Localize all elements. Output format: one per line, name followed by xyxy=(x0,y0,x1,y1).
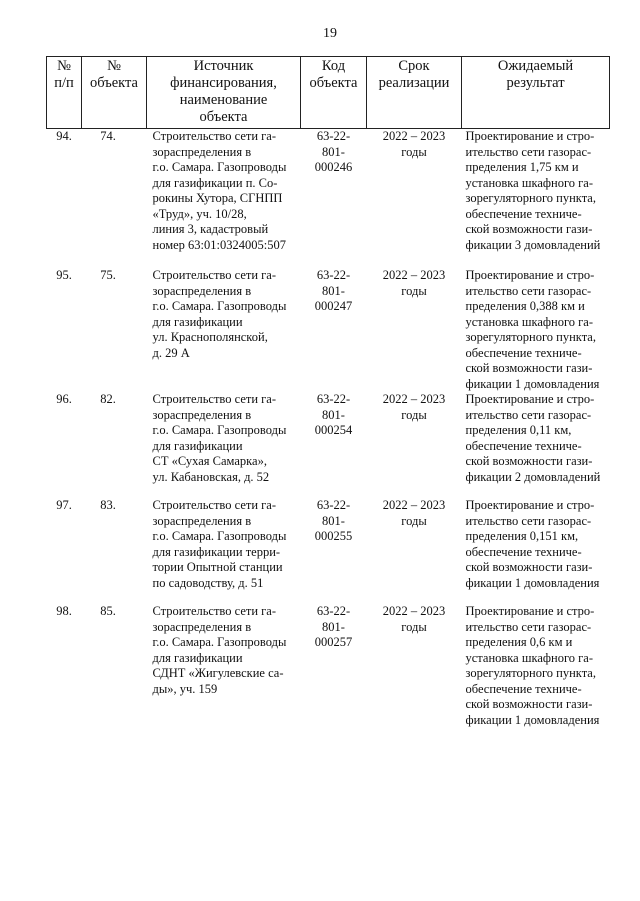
row-number: 97. xyxy=(56,498,72,512)
expected-result: Проектирование и стро- ительство сети газорас- пределения 0,11 км, обеспечение техниче- ской возможности гази- фикации 2 домовладений xyxy=(465,392,601,484)
header-term: Срок реализации xyxy=(367,57,462,129)
object-number: 83. xyxy=(100,498,116,512)
expected-result: Проектирование и стро- ительство сети газорас- пределения 1,75 км и установка шкафного га- зорегуляторного пункта, обеспечение техниче- ской возможности гази- фикации 3 домовладений xyxy=(465,129,601,252)
object-source: Строительство сети га- зораспределения в г.о. Самара. Газопроводы для газификации СДНТ «Жигулевские са- ды», уч. 159 xyxy=(152,604,287,696)
row-number: 94. xyxy=(56,129,72,143)
expected-result: Проектирование и стро- ительство сети газорас- пределения 0,151 км, обеспечение техниче- ской возможности гази- фикации 1 домовладения xyxy=(465,498,600,590)
header-object-number: № объекта xyxy=(82,57,147,129)
table-row xyxy=(47,268,610,392)
object-code: 63-22- 801- 000254 xyxy=(314,392,353,437)
object-number: 75. xyxy=(100,268,116,282)
object-number: 82. xyxy=(100,392,116,406)
table-row xyxy=(47,604,610,734)
expected-result: Проектирование и стро- ительство сети газорас- пределения 0,6 км и установка шкафного га- зорегуляторного пункта, обеспечение техниче- ской возможности гази- фикации 1 домовладения xyxy=(465,604,600,727)
object-source: Строительство сети га- зораспределения в г.о. Самара. Газопроводы для газификации п. Со- рокины Хутора, СГНПП «Труд», уч. 10/28, линия 3, кадастровый номер 63:01:0324005:507 xyxy=(152,129,287,252)
implementation-term: 2022 – 2023 годы xyxy=(382,498,446,528)
table-header-row xyxy=(47,57,610,129)
header-source: Источник финансирования, наименование объекта xyxy=(147,57,301,129)
row-number: 98. xyxy=(56,604,72,618)
header-row-number: № п/п xyxy=(47,57,82,129)
implementation-term: 2022 – 2023 годы xyxy=(382,129,446,159)
row-number: 96. xyxy=(56,392,72,406)
implementation-term: 2022 – 2023 годы xyxy=(382,268,446,298)
object-code: 63-22- 801- 000246 xyxy=(314,129,353,174)
financing-table xyxy=(46,56,610,734)
object-number: 74. xyxy=(100,129,116,143)
object-source: Строительство сети га- зораспределения в г.о. Самара. Газопроводы для газификации ул. Краснополянской, д. 29 А xyxy=(152,268,287,360)
implementation-term: 2022 – 2023 годы xyxy=(382,604,446,634)
header-object-code: Код объекта xyxy=(301,57,367,129)
object-number: 85. xyxy=(100,604,116,618)
table-row xyxy=(47,129,610,269)
object-code: 63-22- 801- 000247 xyxy=(314,268,353,313)
table-row xyxy=(47,498,610,604)
object-source: Строительство сети га- зораспределения в г.о. Самара. Газопроводы для газификации СТ «Сухая Самарка», ул. Кабановская, д. 52 xyxy=(152,392,287,484)
object-source: Строительство сети га- зораспределения в г.о. Самара. Газопроводы для газификации терри- тории Опытной станции по садоводству, д. 51 xyxy=(152,498,287,590)
row-number: 95. xyxy=(56,268,72,282)
table-row xyxy=(47,392,610,498)
implementation-term: 2022 – 2023 годы xyxy=(382,392,446,422)
object-code: 63-22- 801- 000257 xyxy=(314,604,353,649)
page-number: 19 xyxy=(323,26,337,41)
header-result: Ожидаемый результат xyxy=(462,57,610,129)
object-code: 63-22- 801- 000255 xyxy=(314,498,353,543)
expected-result: Проектирование и стро- ительство сети газорас- пределения 0,388 км и установка шкафного га- зорегуляторного пункта, обеспечение техниче- ской возможности гази- фикации 1 домовладения xyxy=(465,268,600,391)
